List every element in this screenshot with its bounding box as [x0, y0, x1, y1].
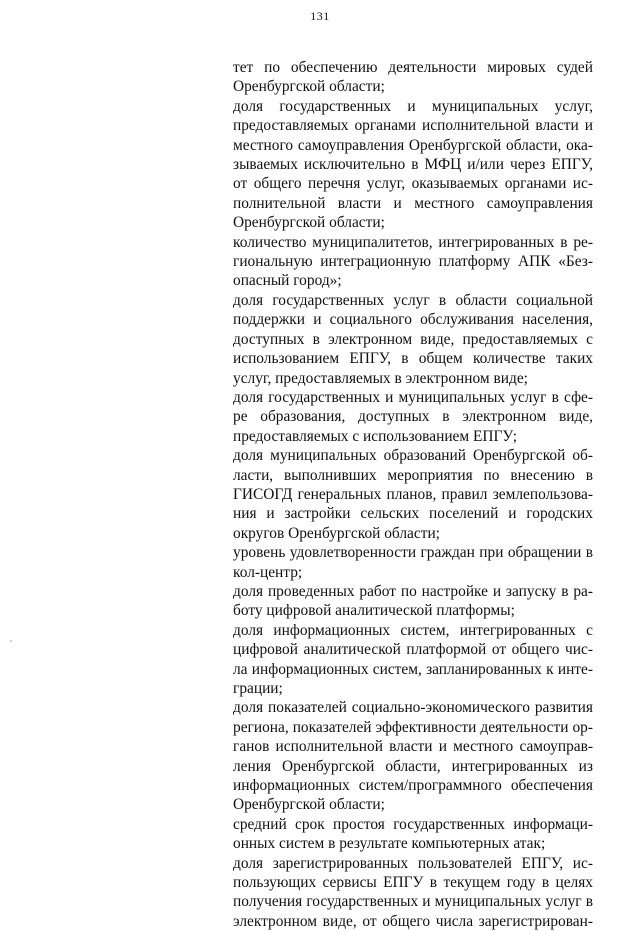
- text-line: электронном виде, от общего числа зарегистрирован-: [233, 912, 593, 930]
- body-paragraph: [233, 291, 593, 388]
- body-paragraph: [233, 854, 593, 931]
- text-line: ре образования, доступных в электронном виде,: [233, 408, 593, 426]
- body-paragraph: [233, 97, 593, 233]
- text-line: доступных в электронном виде, предоставляемых с: [233, 330, 593, 348]
- text-line: региона, показателей эффективности деятельности ор-: [233, 718, 593, 736]
- text-line: предоставляемых органами исполнительной власти и: [233, 117, 593, 135]
- text-line: информационных систем/программного обеспечения: [233, 777, 593, 795]
- text-line: Оренбургской области;: [233, 214, 385, 232]
- text-line: доля государственных и муниципальных услуг в сфе-: [233, 388, 593, 406]
- text-line: полнительной власти и местного самоуправления: [233, 194, 593, 212]
- text-line: количество муниципалитетов, интегрированных в ре-: [233, 233, 593, 251]
- document-text-column: [233, 58, 593, 931]
- text-line: доля информационных систем, интегрированных с: [233, 621, 593, 639]
- text-line: от общего перечня услуг, оказываемых органами ис-: [233, 175, 593, 193]
- body-paragraph: [233, 446, 593, 543]
- text-line: получения государственных и муниципальных услуг в: [233, 893, 593, 911]
- text-line: тет по обеспечению деятельности мировых судей: [233, 59, 593, 76]
- text-line: зываемых исключительно в МФЦ и/или через ЕПГУ,: [233, 156, 593, 174]
- text-line: местного самоуправления Оренбургской области, ока-: [233, 136, 593, 154]
- text-line: поддержки и социального обслуживания населения,: [233, 311, 593, 329]
- text-line: ганов исполнительной власти и местного самоуправ-: [233, 738, 593, 756]
- body-paragraph: [233, 233, 593, 291]
- text-line: гиональную интеграционную платформу АПК «Без-: [233, 253, 593, 271]
- text-line: доля государственных услуг в области социальной: [233, 291, 593, 309]
- text-line: средний срок простоя государственных информаци-: [233, 815, 593, 833]
- text-line: ления Оренбургской области, интегрированных из: [233, 757, 593, 775]
- text-line: кол-центр;: [233, 563, 303, 581]
- body-paragraph: [233, 621, 593, 699]
- text-line: Оренбургской области;: [233, 796, 385, 814]
- scan-margin-speck: [10, 640, 12, 642]
- text-line: ла информационных систем, запланированных к инте-: [233, 660, 593, 678]
- text-line: доля муниципальных образований Оренбургской об-: [233, 447, 593, 465]
- text-line: ласти, выполнивших мероприятия по внесению в: [233, 466, 593, 484]
- text-line: цифровой аналитической платформой от общего чис-: [233, 641, 593, 659]
- text-line: ГИСОГД генеральных планов, правил землепользова-: [233, 485, 593, 503]
- text-line: грации;: [233, 680, 283, 697]
- text-line: округов Оренбургской области;: [233, 524, 440, 542]
- body-paragraph: [233, 582, 593, 621]
- text-line: услуг, предоставляемых в электронном виде;: [233, 369, 528, 387]
- text-line: боту цифровой аналитической платформы;: [233, 602, 515, 620]
- text-line: предоставляемых с использованием ЕПГУ;: [233, 427, 517, 445]
- body-paragraph: [233, 815, 593, 854]
- text-line: доля государственных и муниципальных услуг,: [233, 97, 593, 115]
- body-paragraph: [233, 698, 593, 814]
- body-paragraph: [233, 543, 593, 582]
- text-line: уровень удовлетворенности граждан при обращении в: [233, 544, 593, 562]
- text-line: Оренбургской области;: [233, 78, 385, 96]
- text-line: доля показателей социально-экономического развития: [233, 699, 593, 717]
- page-number: 131: [310, 9, 330, 23]
- text-line: доля проведенных работ по настройке и запуску в ра-: [233, 582, 593, 600]
- body-paragraph: [233, 388, 593, 446]
- text-line: доля зарегистрированных пользователей ЕПГУ, ис-: [233, 854, 593, 872]
- text-line: использованием ЕПГУ, в общем количестве таких: [233, 350, 593, 368]
- text-line: опасный город»;: [233, 272, 342, 290]
- body-paragraph: [233, 58, 593, 97]
- text-line: пользующих сервисы ЕПГУ в текущем году в целях: [233, 874, 593, 892]
- text-line: ния и застройки сельских поселений и городских: [233, 505, 593, 523]
- text-line: онных систем в результате компьютерных атак;: [233, 835, 546, 853]
